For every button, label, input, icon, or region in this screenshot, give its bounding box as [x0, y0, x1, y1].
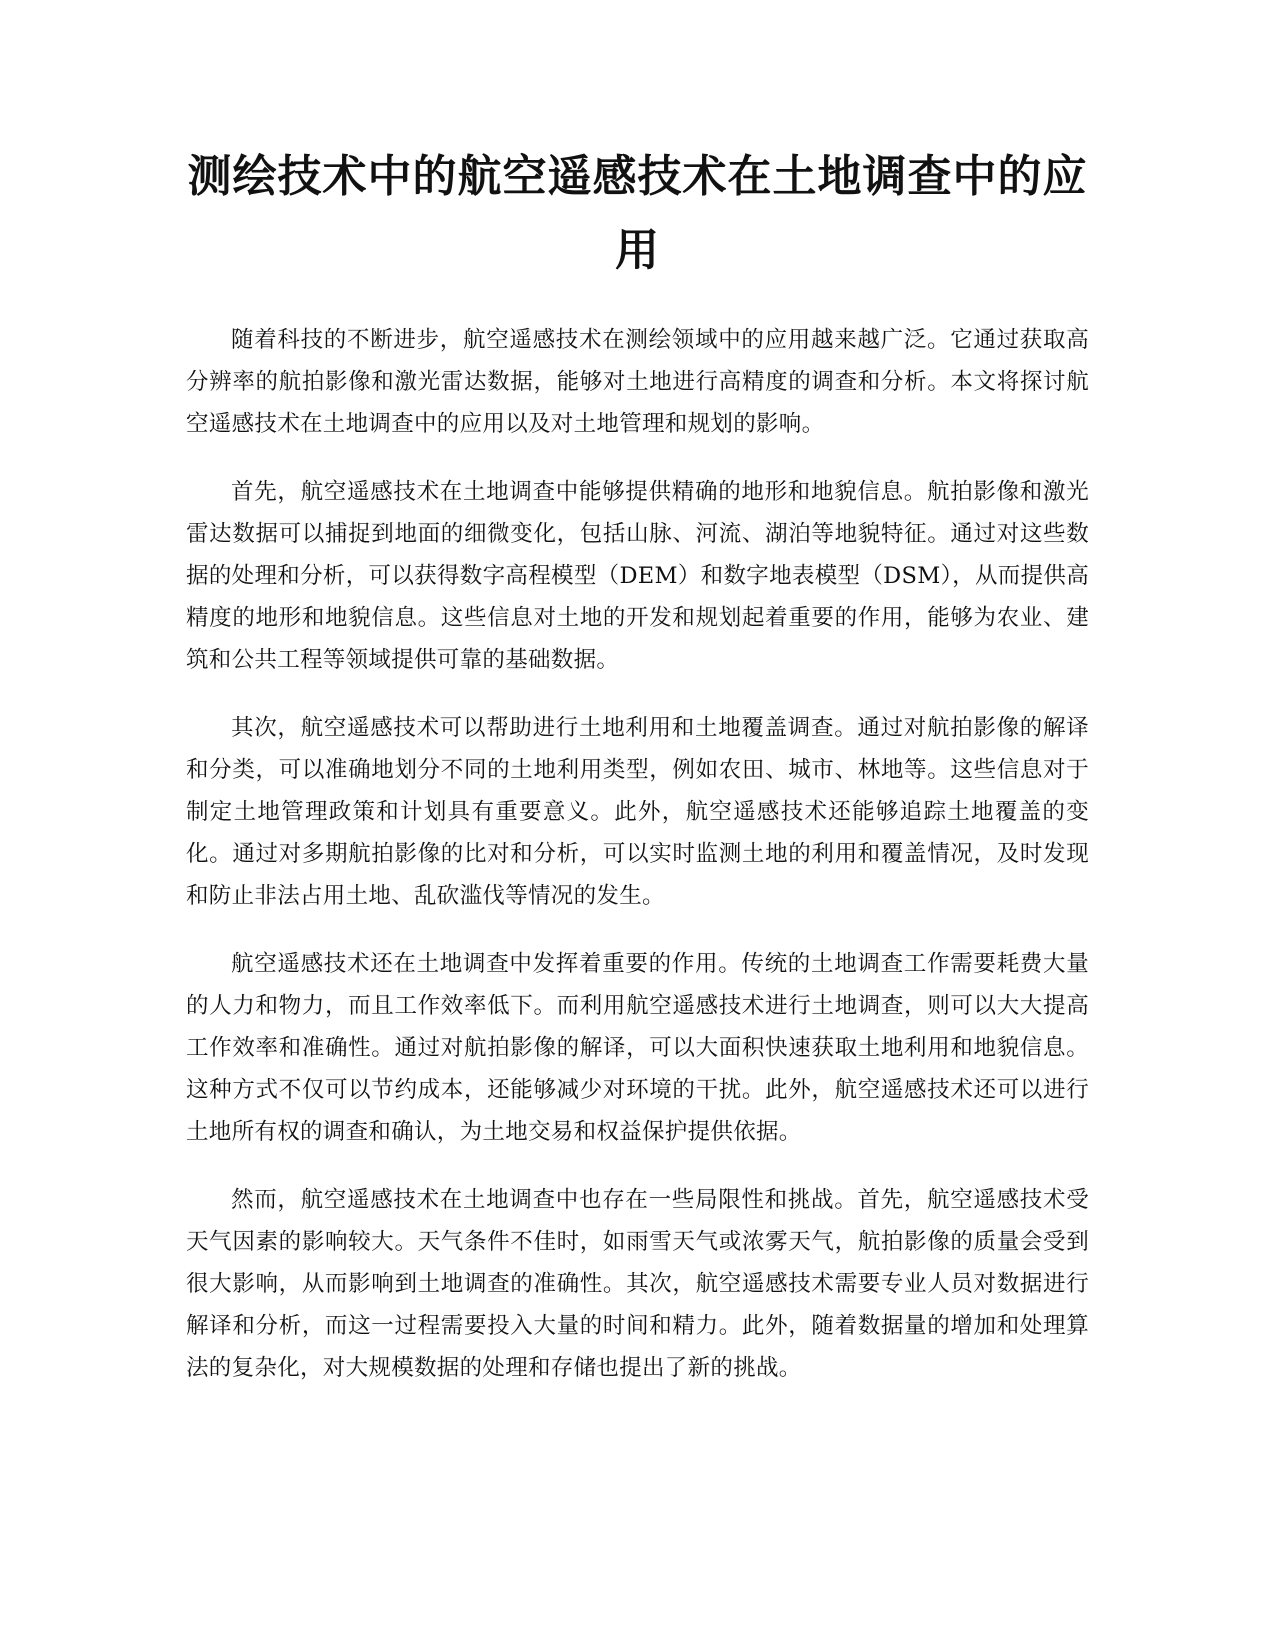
- paragraph-3: 其次，航空遥感技术可以帮助进行土地利用和土地覆盖调查。通过对航拍影像的解译和分类，可以准确地划分不同的土地利用类型，例如农田、城市、林地等。这些信息对于制定土地管理政策和计划具有重要意义。此外，航空遥感技术还能够追踪土地覆盖的变化。通过对多期航拍影像的比对和分析，可以实时监测土地的利用和覆盖情况，及时发现和防止非法占用土地、乱砍滥伐等情况的发生。: [186, 715, 1089, 909]
- paragraph-4: 航空遥感技术还在土地调查中发挥着重要的作用。传统的土地调查工作需要耗费大量的人力和物力，而且工作效率低下。而利用航空遥感技术进行土地调查，则可以大大提高工作效率和准确性。通过对航拍影像的解译，可以大面积快速获取土地利用和地貌信息。这种方式不仅可以节约成本，还能够减少对环境的干扰。此外，航空遥感技术还可以进行土地所有权的调查和确认，为土地交易和权益保护提供依据。: [186, 951, 1089, 1145]
- document-body: [186, 319, 1089, 1415]
- paragraph-5: 然而，航空遥感技术在土地调查中也存在一些局限性和挑战。首先，航空遥感技术受天气因素的影响较大。天气条件不佳时，如雨雪天气或浓雾天气，航拍影像的质量会受到很大影响，从而影响到土地调查的准确性。其次，航空遥感技术需要专业人员对数据进行解译和分析，而这一过程需要投入大量的时间和精力。此外，随着数据量的增加和处理算法的复杂化，对大规模数据的处理和存储也提出了新的挑战。: [186, 1187, 1089, 1381]
- document-title: 测绘技术中的航空遥感技术在土地调查中的应用: [187, 151, 1088, 276]
- paragraph-1: 随着科技的不断进步，航空遥感技术在测绘领域中的应用越来越广泛。它通过获取高分辨率的航拍影像和激光雷达数据，能够对土地进行高精度的调查和分析。本文将探讨航空遥感技术在土地调查中的应用以及对土地管理和规划的影响。: [186, 327, 1089, 437]
- paragraph-2: 首先，航空遥感技术在土地调查中能够提供精确的地形和地貌信息。航拍影像和激光雷达数据可以捕捉到地面的细微变化，包括山脉、河流、湖泊等地貌特征。通过对这些数据的处理和分析，可以获得数字高程模型（DEM）和数字地表模型（DSM），从而提供高精度的地形和地貌信息。这些信息对土地的开发和规划起着重要的作用，能够为农业、建筑和公共工程等领域提供可靠的基础数据。: [186, 479, 1089, 673]
